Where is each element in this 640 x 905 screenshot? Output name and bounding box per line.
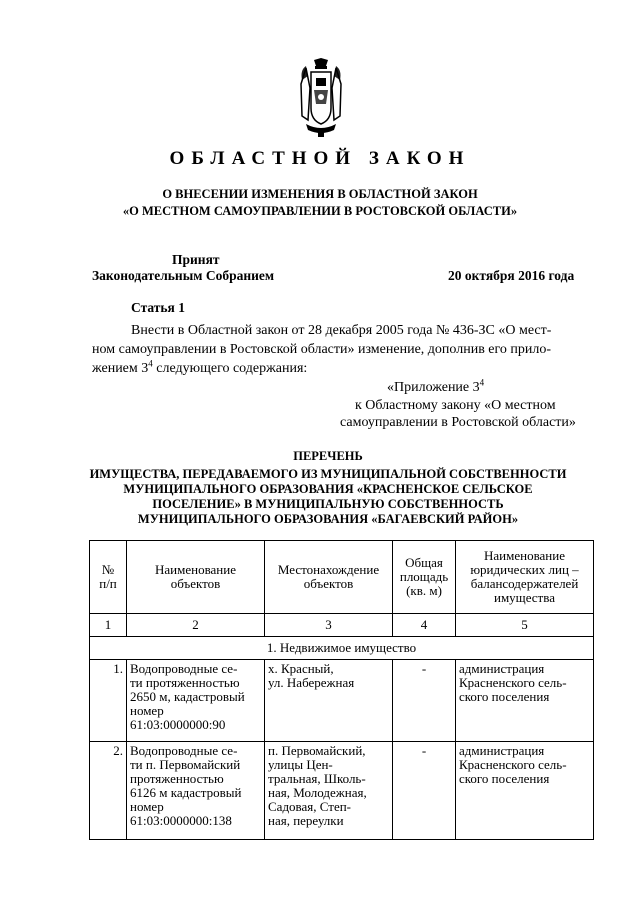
table-header-row: [90, 541, 594, 614]
annex-ref-line1: к Областному закону «О местном: [355, 398, 556, 413]
row-holder: администрация Красненского сель- ского поселения: [456, 660, 594, 742]
annex-label: «Приложение $3^4$: [387, 377, 485, 395]
adopted-by: Законодательным Собранием: [92, 268, 275, 283]
list-subheading-2: МУНИЦИПАЛЬНОГО ОБРАЗОВАНИЯ «КРАСНЕНСКОЕ СЕЛЬСКОЕ: [123, 482, 533, 496]
row-area: -: [393, 660, 456, 742]
article-heading: Статья 1: [131, 300, 185, 315]
row-location: п. Первомайский, улицы Цен- тральная, Школь- ная, Молодежная, Садовая, Степ- ная, переулки: [265, 742, 393, 840]
col-header-area: Общая площадь (кв. м): [393, 541, 456, 614]
property-table: [89, 540, 594, 840]
adopted-label: Принят: [172, 252, 220, 267]
column-number: 3: [265, 614, 393, 637]
law-subtitle-line2: «О МЕСТНОМ САМОУПРАВЛЕНИИ В РОСТОВСКОЙ ОБЛАСТИ»: [122, 204, 518, 218]
row-holder: администрация Красненского сель- ского поселения: [456, 742, 594, 840]
law-subtitle-line1: О ВНЕСЕНИИ ИЗМЕНЕНИЯ В ОБЛАСТНОЙ ЗАКОН: [162, 187, 478, 201]
list-subheading-4: МУНИЦИПАЛЬНОГО ОБРАЗОВАНИЯ «БАГАЕВСКИЙ РАЙОН»: [137, 512, 519, 526]
table-row: [90, 742, 594, 840]
list-subheading-1: ИМУЩЕСТВА, ПЕРЕДАВАЕМОГО ИЗ МУНИЦИПАЛЬНОЙ СОБСТВЕННОСТИ: [89, 467, 567, 481]
row-number: 1.: [90, 660, 127, 742]
column-number: 1: [90, 614, 127, 637]
row-area: -: [393, 742, 456, 840]
section-title: 1. Недвижимое имущество: [90, 637, 594, 660]
col-header-location: Местонахождение объектов: [265, 541, 393, 614]
col-header-number: № п/п: [90, 541, 127, 614]
table-row: [90, 660, 594, 742]
col-header-holder: Наименование юридических лиц – балансодержателей имущества: [456, 541, 594, 614]
column-number-row: [90, 614, 594, 637]
column-number: 4: [393, 614, 456, 637]
section-row: [90, 637, 594, 660]
law-title: ОБЛАСТНОЙ ЗАКОН: [169, 148, 471, 169]
list-subheading-3: ПОСЕЛЕНИЕ» В МУНИЦИПАЛЬНУЮ СОБСТВЕННОСТЬ: [152, 497, 504, 511]
row-object-name: Водопроводные се- ти протяженностью 2650 м, кадастровый номер 61:03:0000000:90: [127, 660, 265, 742]
body-line-3: жением $3^4$ следующего содержания:: [92, 358, 308, 376]
row-location: х. Красный, ул. Набережная: [265, 660, 393, 742]
column-number: 2: [127, 614, 265, 637]
coat-of-arms-emblem: [298, 58, 344, 138]
body-line-2: ном самоуправлении в Ростовской области» изменение, дополнив его прило-: [92, 342, 552, 357]
row-number: 2.: [90, 742, 127, 840]
col-header-name: Наименование объектов: [127, 541, 265, 614]
list-heading: ПЕРЕЧЕНЬ: [293, 449, 363, 463]
column-number: 5: [456, 614, 594, 637]
adopted-date: 20 октября 2016 года: [448, 268, 575, 283]
row-object-name: Водопроводные се- ти п. Первомайский протяженностью 6126 м кадастровый номер 61:03:0000000:138: [127, 742, 265, 840]
annex-ref-line2: самоуправлении в Ростовской области»: [340, 415, 576, 430]
body-line-1: Внести в Областной закон от 28 декабря 2005 года № 436-ЗС «О мест-: [131, 323, 552, 338]
